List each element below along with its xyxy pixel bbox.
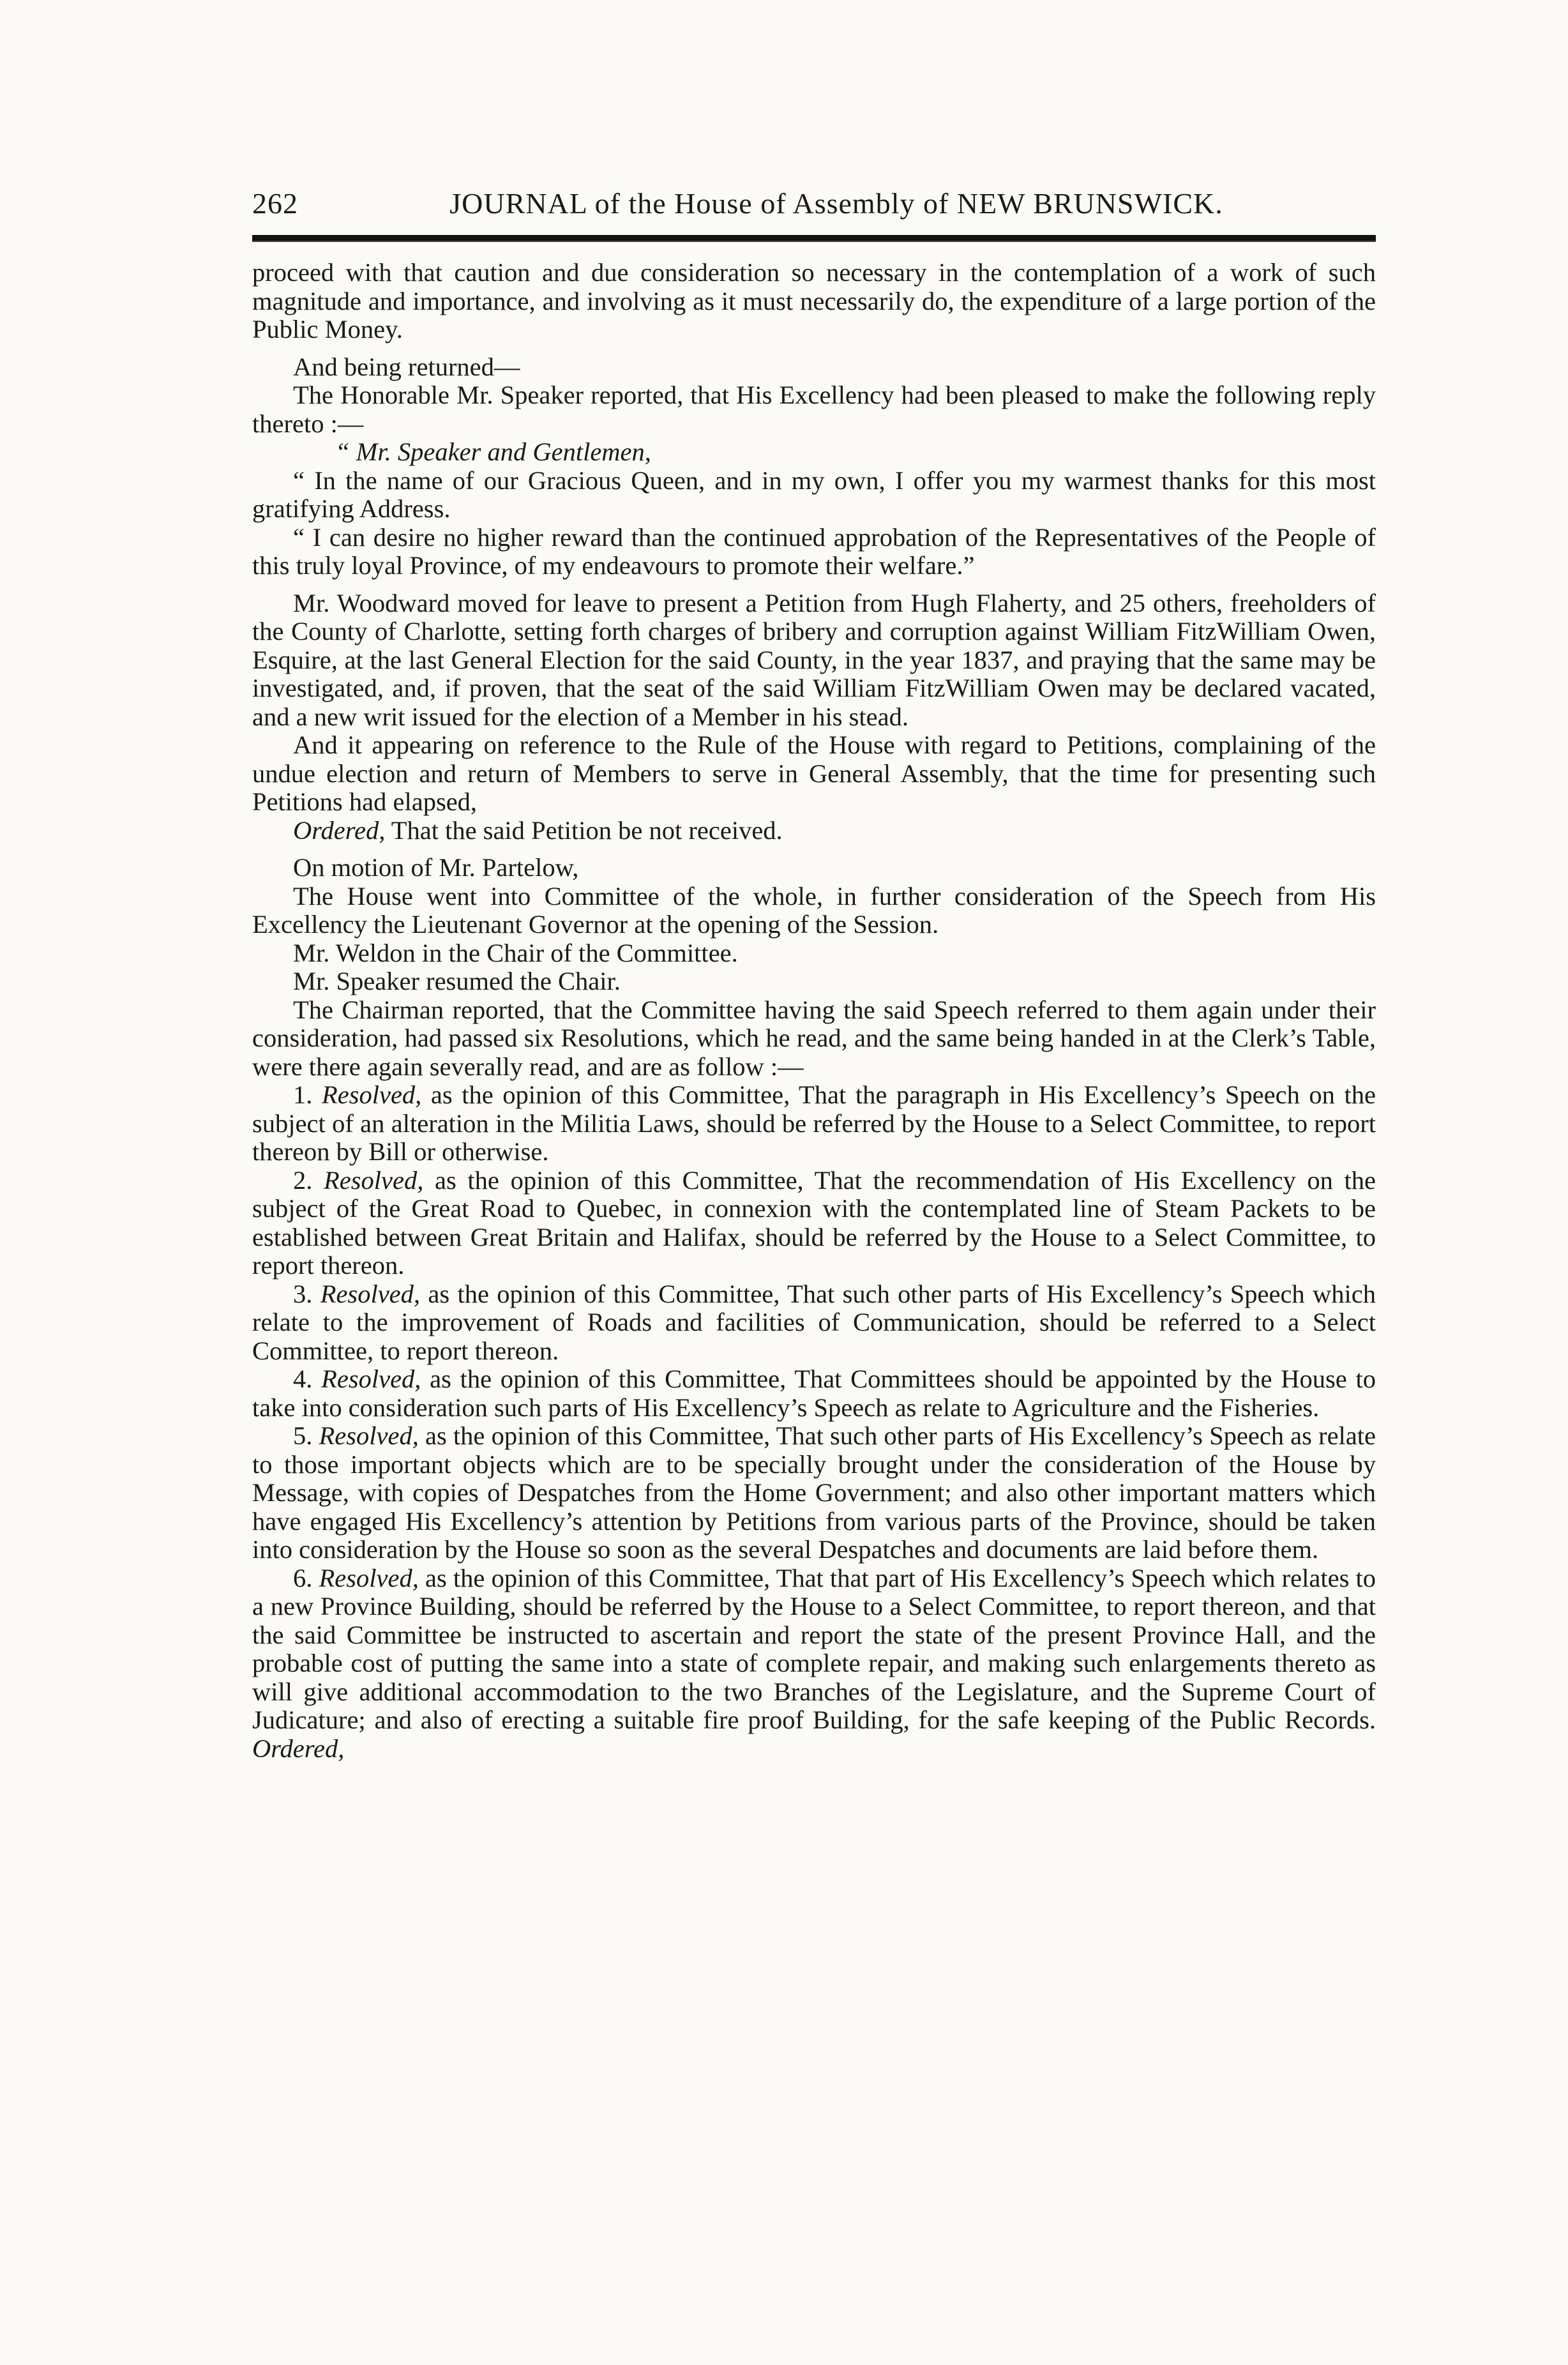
- resolution-number: 6.: [293, 1563, 313, 1592]
- resolved-word: Resolved,: [320, 1279, 421, 1308]
- header-rule: [252, 235, 1376, 242]
- resolution-text: as the opinion of this Committee, That Committees should be appointed by the House to take into consideration such parts of His Excellency’s Speech as relate to Agriculture and the Fisheries.: [252, 1364, 1376, 1422]
- paragraph-chairman-reported: The Chairman reported, that the Committee having the said Speech referred to them again under their consideration, had passed six Resolutions, which he read, and the same being handed in at the Clerk’s Table, were there again severally read, and are as follow :—: [252, 995, 1376, 1081]
- ordered-text: That the said Petition be not received.: [385, 815, 783, 845]
- resolution-text: as the opinion of this Committee, That such other parts of His Excellency’s Speech as relate to those important objects which are to be specially brought under the consideration of the House by Message, with copies of Despatches from the Home Government; and also other important matters which have engaged His Excellency’s attention by Petitions from various parts of the Province, should be taken into consideration by the House so soon as the several Despatches and documents are laid before them.: [252, 1421, 1376, 1564]
- paragraph-motion-partelow: On motion of Mr. Partelow,: [293, 853, 579, 882]
- paragraph-speaker-reported: The Honorable Mr. Speaker reported, that His Excellency had been pleased to make the following reply thereto :—: [252, 381, 1376, 438]
- resolution-number: 1.: [293, 1080, 313, 1109]
- paragraph-being-returned: And being returned—: [293, 352, 520, 381]
- reply-paragraph-2: “ I can desire no higher reward than the continued approbation of the Representatives of the People of this truly loyal Province, of my endeavours to promote their welfare.”: [252, 522, 1376, 580]
- resolution-2: [252, 1167, 1376, 1280]
- resolution-4: [252, 1365, 1376, 1422]
- journal-page: [252, 186, 1376, 1763]
- reply-salutation: “ Mr. Speaker and Gentlemen,: [335, 437, 651, 466]
- paragraph-petition-motion: Mr. Woodward moved for leave to present a Petition from Hugh Flaherty, and 25 others, freeholders of the County of Charlotte, setting forth charges of bribery and corruption against William FitzWilliam Owen, Esquire, at the last General Election for the said County, in the year 1837, and praying that the same may be investigated, and, if proven, that the seat of the said William FitzWilliam Owen may be declared vacated, and a new writ issued for the election of a Member in his stead.: [252, 588, 1376, 731]
- paragraph-ordered: [252, 817, 1376, 845]
- resolved-word: Resolved,: [321, 1080, 422, 1109]
- resolved-word: Resolved,: [319, 1421, 419, 1450]
- resolution-text: as the opinion of this Committee, That that part of His Excellency’s Speech which relates to a new Province Building, should be referred by the House to a Select Committee, to report thereon, and that the said Committee be instructed to ascertain and report the state of the present Province Hall, and the probable cost of putting the same into a state of complete repair, and making such enlargements thereto as will give additional accommodation to the two Branches of the Legislature, and the Supreme Court of Judicature; and also of erecting a suitable fire proof Building, for the safe keeping of the Public Records.: [252, 1563, 1376, 1734]
- resolved-word: Resolved,: [319, 1563, 419, 1592]
- ordered-word: Ordered,: [293, 815, 386, 845]
- resolved-word: Resolved,: [324, 1165, 424, 1195]
- resolutions-list: [252, 1081, 1376, 1763]
- resolution-number: 4.: [293, 1364, 313, 1393]
- page-number: 262: [252, 187, 298, 220]
- body-text: [252, 259, 1376, 1763]
- paragraph-speaker-resumed: Mr. Speaker resumed the Chair.: [293, 967, 621, 995]
- resolution-6: [252, 1564, 1376, 1764]
- catchword: Ordered,: [252, 1734, 345, 1763]
- page-header: [252, 186, 1376, 225]
- resolution-1: [252, 1081, 1376, 1167]
- resolution-text: as the opinion of this Committee, That the recommendation of His Excellency on the subject of the Great Road to Quebec, in connexion with the contemplated line of Steam Packets to be established between Great Britain and Halifax, should be referred by the House to a Select Committee, to report thereon.: [252, 1165, 1376, 1280]
- resolved-word: Resolved,: [321, 1364, 421, 1393]
- running-title: JOURNAL of the House of Assembly of NEW BRUNSWICK.: [449, 187, 1223, 220]
- resolution-5: [252, 1422, 1376, 1564]
- resolution-text: as the opinion of this Committee, That such other parts of His Excellency’s Speech which relate to the improvement of Roads and facilities of Communication, should be referred to a Select Committee, to report thereon.: [252, 1279, 1376, 1365]
- paragraph-continuation: proceed with that caution and due consideration so necessary in the contemplation of a work of such magnitude and importance, and involving as it must necessarily do, the expenditure of a large portion of the Public Money.: [252, 258, 1376, 344]
- resolution-number: 5.: [293, 1421, 313, 1450]
- reply-paragraph-1: “ In the name of our Gracious Queen, and in my own, I offer you my warmest thanks for this most gratifying Address.: [252, 465, 1376, 523]
- resolution-3: [252, 1280, 1376, 1366]
- paragraph-weldon-chair: Mr. Weldon in the Chair of the Committee.: [293, 938, 738, 967]
- paragraph-rule-reference: And it appearing on reference to the Rule of the House with regard to Petitions, complaining of the undue election and return of Members to serve in General Assembly, that the time for presenting such Petitions had elapsed,: [252, 730, 1376, 816]
- resolution-number: 3.: [293, 1279, 313, 1308]
- resolution-text: as the opinion of this Committee, That the paragraph in His Excellency’s Speech on the subject of an alteration in the Militia Laws, should be referred by the House to a Select Committee, to report thereon by Bill or otherwise.: [252, 1080, 1376, 1166]
- resolution-number: 2.: [293, 1165, 313, 1195]
- paragraph-committee-whole: The House went into Committee of the whole, in further consideration of the Speech from His Excellency the Lieutenant Governor at the opening of the Session.: [252, 881, 1376, 939]
